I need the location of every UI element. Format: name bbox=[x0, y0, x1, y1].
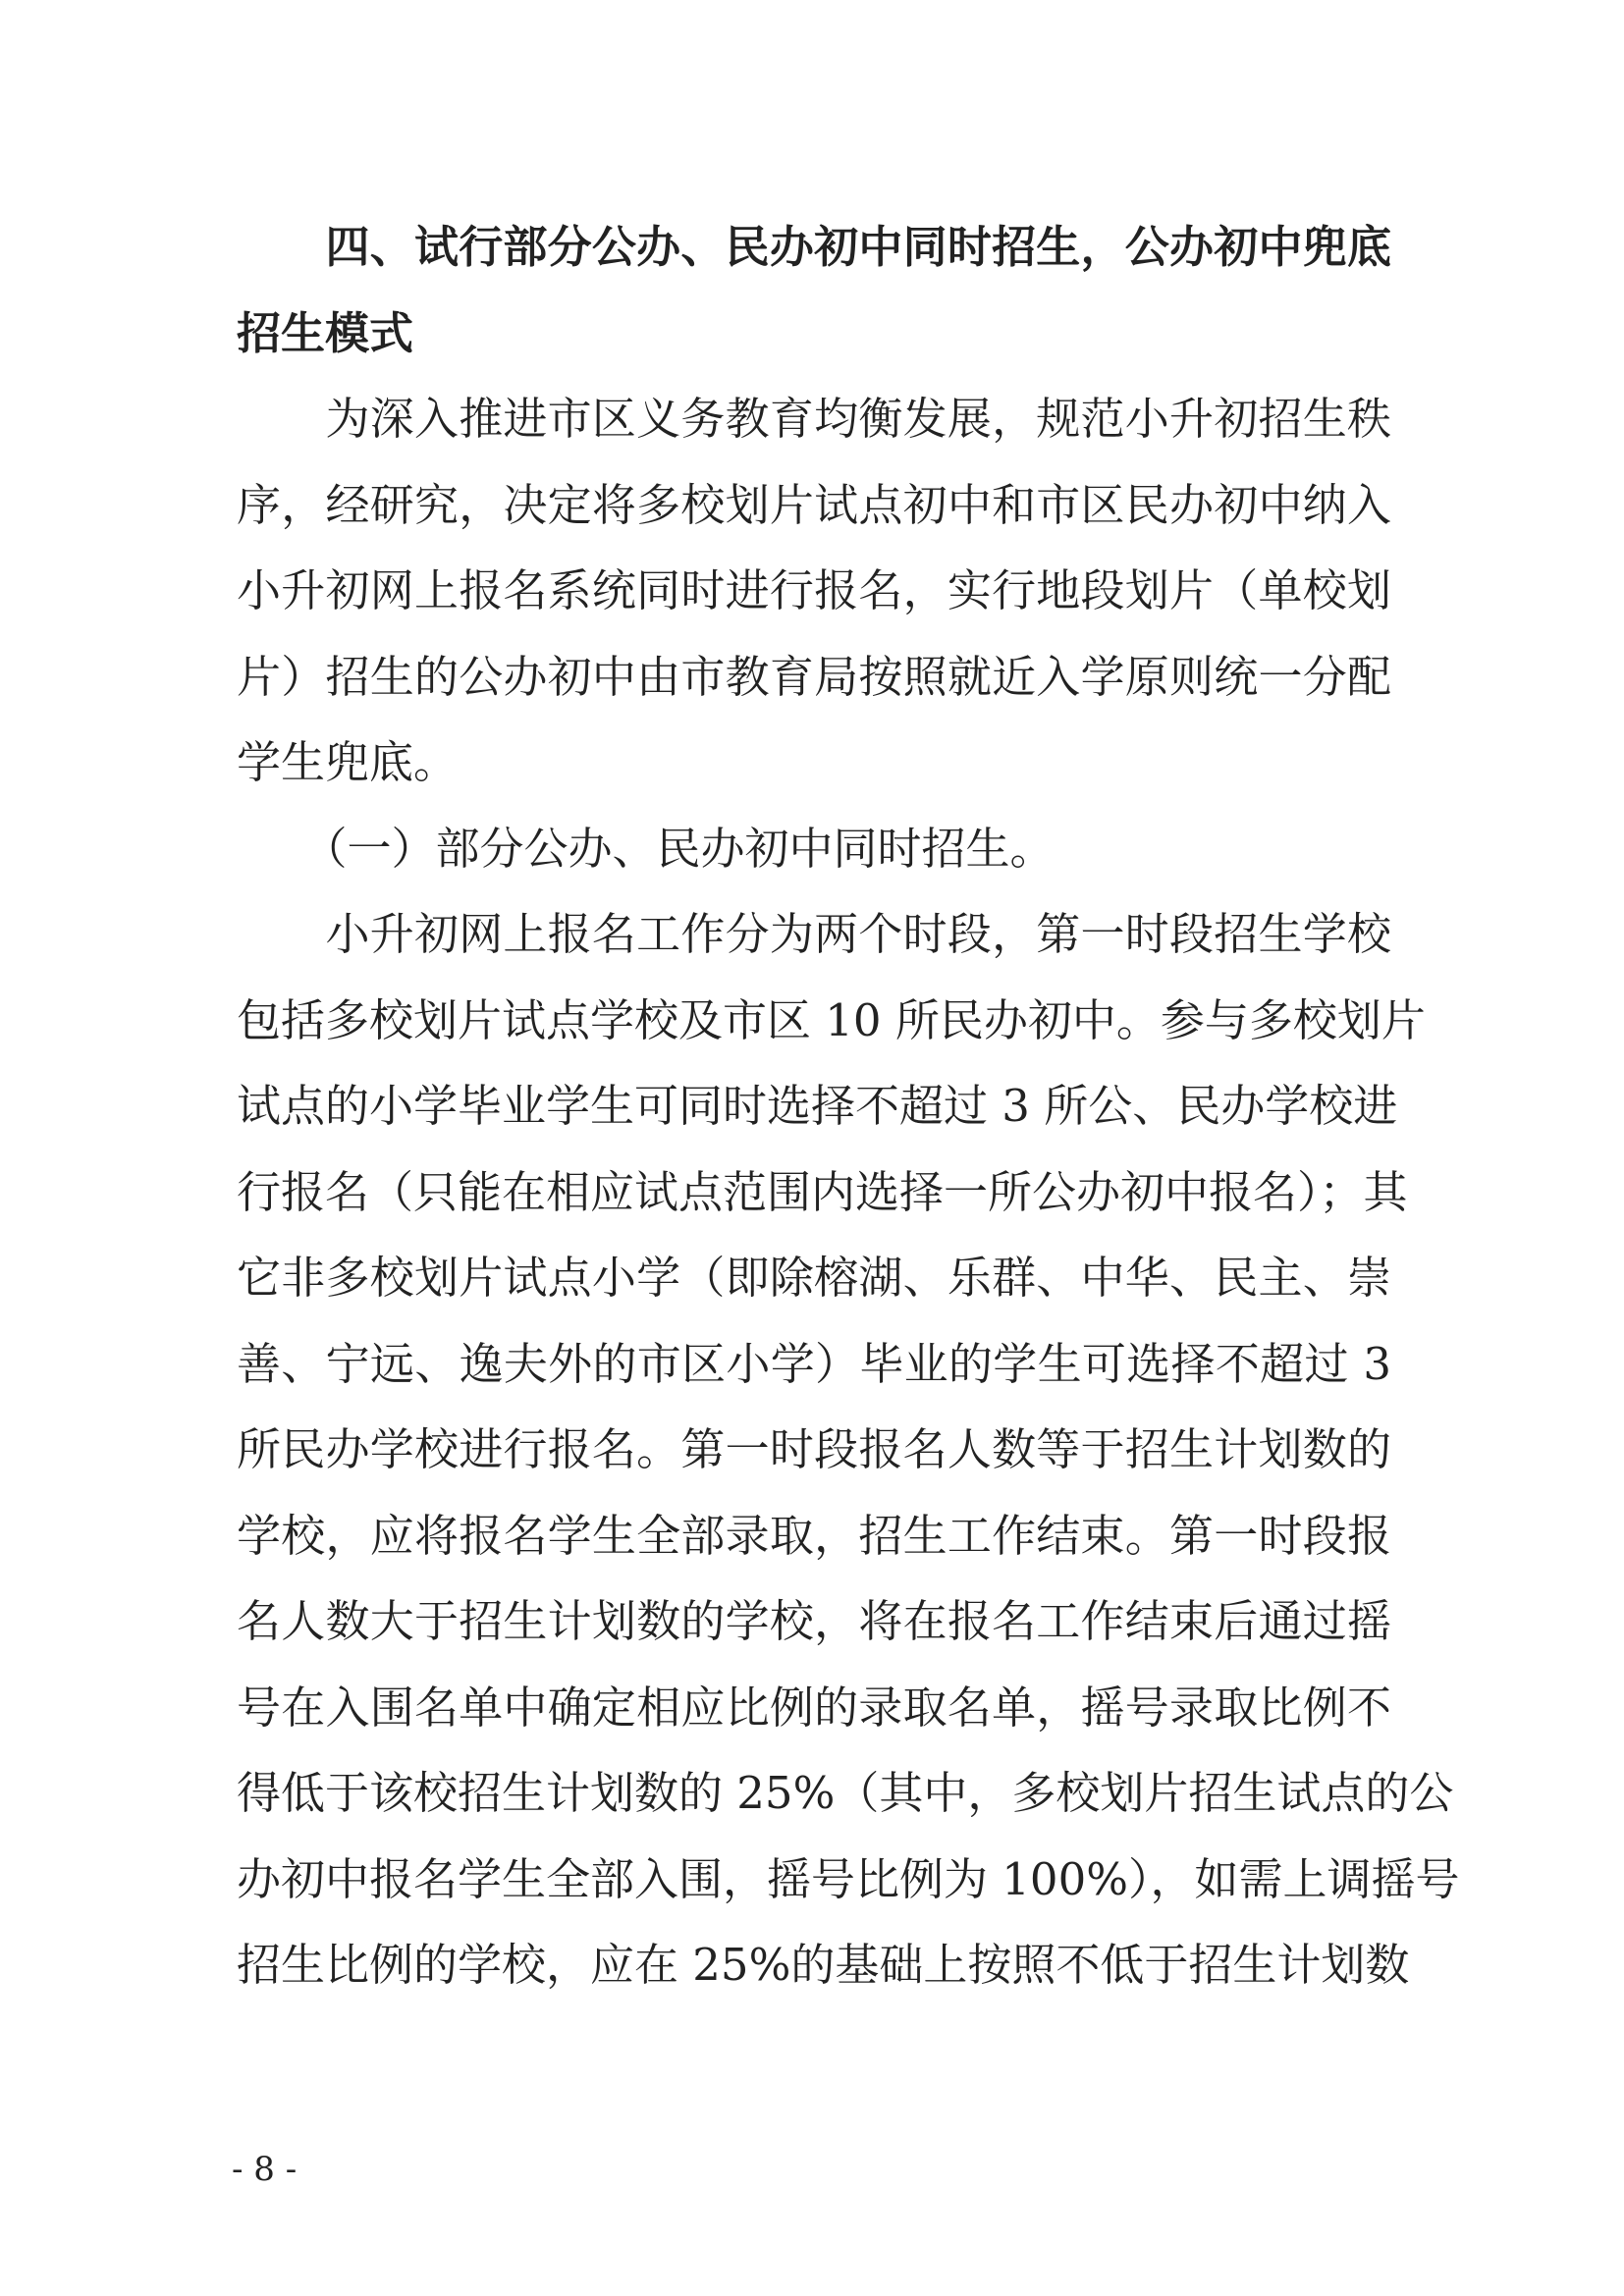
paragraph-line: 试点的小学毕业学生可同时选择不超过 3 所公、民办学校进 bbox=[237, 1080, 1398, 1132]
paragraph-line: 所民办学校进行报名。第一时段报名人数等于招生计划数的 bbox=[237, 1423, 1391, 1475]
subheading-line: （一）部分公办、民办初中同时招生。 bbox=[237, 822, 1055, 875]
section-heading-line: 招生模式 bbox=[237, 306, 414, 359]
paragraph-line: 名人数大于招生计划数的学校，将在报名工作结束后通过摇 bbox=[237, 1595, 1391, 1647]
paragraph-line: 办初中报名学生全部入围，摇号比例为 100%），如需上调摇号 bbox=[237, 1852, 1460, 1905]
paragraph-line: 号在入围名单中确定相应比例的录取名单，摇号录取比例不 bbox=[237, 1681, 1391, 1734]
paragraph-line: 包括多校划片试点学校及市区 10 所民办初中。参与多校划片 bbox=[237, 993, 1426, 1046]
paragraph-line: 得低于该校招生计划数的 25%（其中，多校划片招生试点的公 bbox=[237, 1767, 1454, 1819]
paragraph-line: 学校，应将报名学生全部录取，招生工作结束。第一时段报 bbox=[237, 1509, 1391, 1562]
paragraph-line: 小升初网上报名系统同时进行报名，实行地段划片（单校划 bbox=[237, 564, 1391, 616]
page-number: - 8 - bbox=[232, 2150, 298, 2189]
document-body bbox=[237, 204, 1460, 2008]
paragraph-line: 学生兜底。 bbox=[237, 736, 459, 788]
paragraph-line: 行报名（只能在相应试点范围内选择一所公办初中报名）；其 bbox=[237, 1165, 1408, 1218]
paragraph-line: 为深入推进市区义务教育均衡发展，规范小升初招生秩 bbox=[237, 393, 1391, 445]
paragraph-line: 小升初网上报名工作分为两个时段，第一时段招生学校 bbox=[237, 908, 1391, 960]
paragraph-line: 片）招生的公办初中由市教育局按照就近入学原则统一分配 bbox=[237, 650, 1391, 703]
paragraph-line: 它非多校划片试点小学（即除榕湖、乐群、中华、民主、崇 bbox=[237, 1252, 1391, 1304]
paragraph-line: 招生比例的学校，应在 25%的基础上按照不低于招生计划数 bbox=[237, 1939, 1410, 1991]
paragraph-line: 善、宁远、逸夫外的市区小学）毕业的学生可选择不超过 3 bbox=[237, 1337, 1391, 1390]
paragraph-line: 序，经研究，决定将多校划片试点初中和市区民办初中纳入 bbox=[237, 478, 1391, 531]
section-heading-line: 四、试行部分公办、民办初中同时招生，公办初中兜底 bbox=[237, 221, 1391, 273]
